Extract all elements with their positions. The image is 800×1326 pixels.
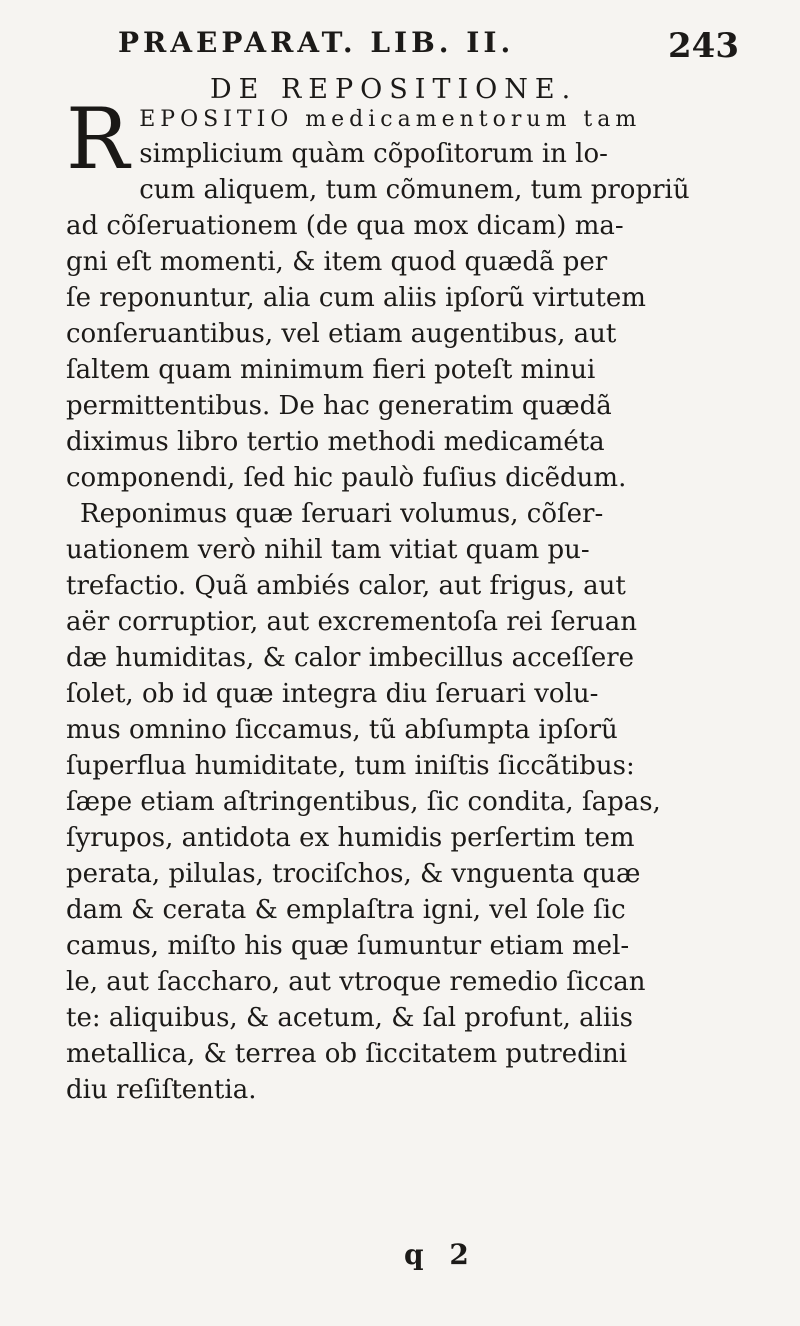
chapter-title: DE REPOSITIONE.: [210, 74, 578, 105]
text-line: Reponimus quæ ſeruari volumus, cõſer-: [80, 499, 604, 529]
text-line: le, aut ſaccharo, aut vtroque remedio ſiccan: [66, 967, 646, 997]
text-line: aër corruptior, aut excrementoſa rei ſeruan: [66, 607, 638, 637]
text-line: trefactio. Quã ambiés calor, aut frigus, aut: [66, 571, 626, 601]
text-line: camus, miſto his quæ ſumuntur etiam mel-: [66, 931, 630, 961]
text-line: dæ humiditas, & calor imbecillus acceſſere: [66, 643, 635, 673]
text-line: diximus libro tertio methodi medicaméta: [66, 427, 605, 457]
text-line: ſaltem quam minimum fieri poteſt minui: [66, 355, 596, 385]
text-line: dam & cerata & emplaſtra igni, vel ſole ſic: [66, 895, 626, 925]
text-line: metallica, & terrea ob ſiccitatem putredini: [66, 1039, 628, 1069]
running-head: PRAEPARAT. LIB. II.: [118, 26, 515, 59]
text-line: te: aliquibus, & acetum, & ſal profunt, aliis: [66, 1003, 633, 1033]
text-line: componendi, ſed hic paulò fuſius dicẽdum.: [66, 463, 627, 493]
text-line: ſyrupos, antidota ex humidis perſertim tem: [66, 823, 635, 853]
paragraph-2: [66, 496, 742, 1108]
first-line-rest: EPOSITIO medicamentorum tam: [139, 107, 642, 132]
text-line: ſæpe etiam aſtringentibus, ſic condita, ſapas,: [66, 787, 661, 817]
signature-mark: q 2: [404, 1238, 477, 1271]
page-number: 243: [668, 26, 739, 66]
text-line: [66, 100, 742, 136]
text-line: ad cõſeruationem (de qua mox dicam) ma-: [66, 211, 624, 241]
text-line: ſe reponuntur, alia cum aliis ipſorũ virtutem: [66, 283, 646, 313]
text-line: diu reſiſtentia.: [66, 1075, 257, 1105]
text-line: permittentibus. De hac generatim quædã: [66, 391, 612, 421]
text-line: conſeruantibus, vel etiam augentibus, aut: [66, 319, 617, 349]
text-line: uationem verò nihil tam vitiat quam pu-: [66, 535, 590, 565]
text-line: gni eſt momenti, & item quod quædã per: [66, 247, 608, 277]
text-line: mus omnino ſiccamus, tũ abſumpta ipſorũ: [66, 715, 618, 745]
text-line: perata, pilulas, trociſchos, & vnguenta quæ: [66, 859, 641, 889]
text-line: ſuperflua humiditate, tum iniſtis ſiccãtibus:: [66, 751, 635, 781]
text-line: simplicium quàm cõpoſitorum in lo-: [139, 139, 608, 169]
body-text: [66, 90, 742, 1108]
text-line: cum aliquem, tum cõmunem, tum propriũ: [139, 175, 690, 205]
paragraph-1: [66, 90, 742, 496]
text-line: ſolet, ob id quæ integra diu ſeruari volu-: [66, 679, 599, 709]
drop-cap: R: [66, 90, 130, 188]
